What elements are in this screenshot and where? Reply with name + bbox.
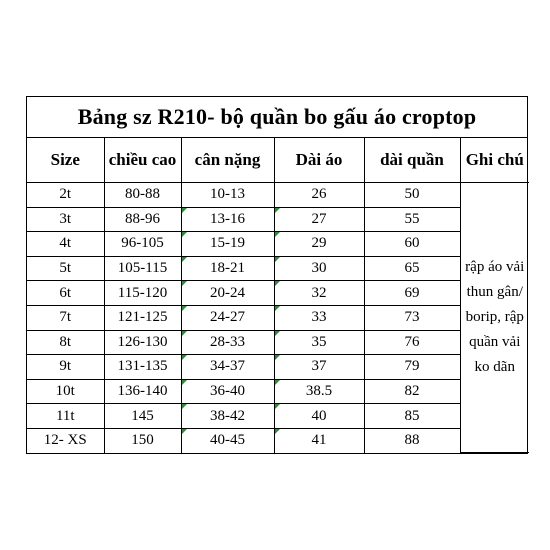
cell-size: 6t [27, 281, 104, 306]
header-weight: cân nặng [181, 138, 274, 183]
cell-pants-length: 76 [364, 330, 460, 355]
cell-pants-length: 60 [364, 232, 460, 257]
cell-shirt-length: 35 [274, 330, 364, 355]
table-row [27, 305, 529, 330]
table-row [27, 281, 529, 306]
cell-shirt-length: 37 [274, 355, 364, 380]
header-shirt-length: Dài áo [274, 138, 364, 183]
cell-shirt-length: 30 [274, 256, 364, 281]
cell-shirt-length: 32 [274, 281, 364, 306]
table-row [27, 355, 529, 380]
chart-title: Bảng sz R210- bộ quần bo gấu áo croptop [27, 97, 527, 138]
cell-pants-length: 65 [364, 256, 460, 281]
cell-pants-length: 69 [364, 281, 460, 306]
cell-weight: 40-45 [181, 428, 274, 452]
cell-pants-length: 88 [364, 428, 460, 452]
cell-height: 136-140 [104, 379, 181, 404]
cell-shirt-length: 27 [274, 207, 364, 232]
cell-size: 7t [27, 305, 104, 330]
cell-weight: 24-27 [181, 305, 274, 330]
table-row [27, 207, 529, 232]
cell-shirt-length: 38.5 [274, 379, 364, 404]
note-cell: rập áo vải thun gân/ borip, rập quần vải ko dãn [460, 183, 529, 453]
cell-size: 2t [27, 183, 104, 208]
table-row [27, 232, 529, 257]
header-height: chiều cao [104, 138, 181, 183]
cell-size: 9t [27, 355, 104, 380]
cell-height: 131-135 [104, 355, 181, 380]
cell-height: 96-105 [104, 232, 181, 257]
cell-weight: 34-37 [181, 355, 274, 380]
cell-shirt-length: 40 [274, 404, 364, 429]
header-note: Ghi chú [460, 138, 529, 183]
cell-pants-length: 73 [364, 305, 460, 330]
cell-weight: 20-24 [181, 281, 274, 306]
cell-pants-length: 55 [364, 207, 460, 232]
size-chart [26, 96, 528, 454]
cell-height: 80-88 [104, 183, 181, 208]
cell-weight: 13-16 [181, 207, 274, 232]
table-row [27, 256, 529, 281]
header-pants-length: dài quần [364, 138, 460, 183]
cell-pants-length: 85 [364, 404, 460, 429]
cell-height: 150 [104, 428, 181, 452]
cell-weight: 36-40 [181, 379, 274, 404]
cell-size: 4t [27, 232, 104, 257]
cell-height: 126-130 [104, 330, 181, 355]
cell-shirt-length: 33 [274, 305, 364, 330]
table-row [27, 183, 529, 208]
cell-size: 10t [27, 379, 104, 404]
cell-size: 5t [27, 256, 104, 281]
header-size: Size [27, 138, 104, 183]
table-row [27, 330, 529, 355]
cell-size: 8t [27, 330, 104, 355]
table-row [27, 379, 529, 404]
cell-size: 11t [27, 404, 104, 429]
cell-pants-length: 79 [364, 355, 460, 380]
table-row [27, 428, 529, 452]
table-row [27, 404, 529, 429]
cell-weight: 38-42 [181, 404, 274, 429]
cell-shirt-length: 26 [274, 183, 364, 208]
cell-pants-length: 50 [364, 183, 460, 208]
cell-height: 121-125 [104, 305, 181, 330]
cell-weight: 18-21 [181, 256, 274, 281]
cell-height: 88-96 [104, 207, 181, 232]
cell-height: 115-120 [104, 281, 181, 306]
cell-weight: 15-19 [181, 232, 274, 257]
cell-shirt-length: 41 [274, 428, 364, 452]
cell-height: 105-115 [104, 256, 181, 281]
cell-shirt-length: 29 [274, 232, 364, 257]
header-row [27, 138, 529, 183]
size-table [27, 138, 529, 453]
cell-weight: 28-33 [181, 330, 274, 355]
cell-height: 145 [104, 404, 181, 429]
cell-pants-length: 82 [364, 379, 460, 404]
cell-weight: 10-13 [181, 183, 274, 208]
cell-size: 3t [27, 207, 104, 232]
cell-size: 12- XS [27, 428, 104, 452]
